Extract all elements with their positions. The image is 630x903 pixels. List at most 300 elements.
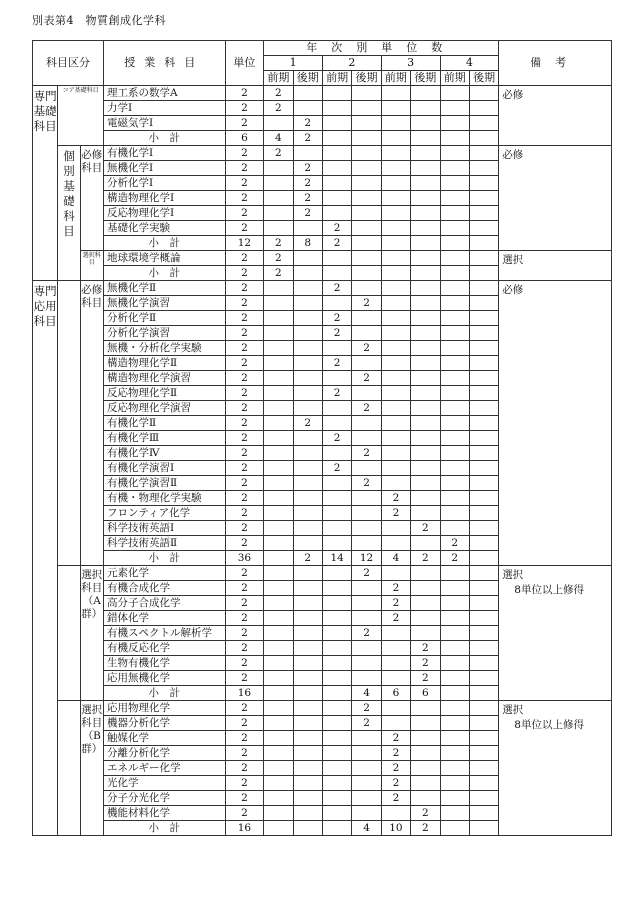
- semester-cell: [264, 386, 293, 401]
- credit-cell: 2: [225, 746, 264, 761]
- header-row: [33, 41, 612, 56]
- semester-cell: [469, 806, 498, 821]
- semester-cell: [322, 821, 351, 836]
- semester-cell: [469, 491, 498, 506]
- semester-cell: [381, 536, 410, 551]
- header-credits: 単位: [225, 41, 264, 86]
- semester-cell: [411, 101, 440, 116]
- semester-cell: 2: [352, 401, 381, 416]
- semester-cell: [440, 206, 469, 221]
- subject-name: 分離分析化学: [103, 746, 225, 761]
- semester-cell: [411, 596, 440, 611]
- remark-line: 選択: [502, 254, 524, 266]
- semester-cell: [352, 101, 381, 116]
- curriculum-table: [32, 40, 612, 836]
- header-semester: 後期: [293, 71, 322, 86]
- semester-cell: 2: [352, 626, 381, 641]
- semester-cell: [322, 176, 351, 191]
- semester-cell: [322, 206, 351, 221]
- semester-cell: [322, 296, 351, 311]
- semester-cell: [264, 791, 293, 806]
- semester-cell: [440, 416, 469, 431]
- semester-cell: [293, 266, 322, 281]
- semester-cell: [293, 806, 322, 821]
- subject-name: 有機化学演習Ⅰ: [103, 461, 225, 476]
- semester-cell: [352, 641, 381, 656]
- header-semester: 前期: [322, 71, 351, 86]
- semester-cell: [411, 431, 440, 446]
- subject-name: 機器分析化学: [103, 716, 225, 731]
- semester-cell: [264, 686, 293, 701]
- semester-cell: [381, 281, 410, 296]
- subtotal-label: 小 計: [103, 821, 225, 836]
- semester-cell: [411, 611, 440, 626]
- credit-cell: 2: [225, 521, 264, 536]
- credit-cell: 2: [225, 161, 264, 176]
- semester-cell: [381, 251, 410, 266]
- semester-cell: [469, 191, 498, 206]
- semester-cell: [411, 416, 440, 431]
- semester-cell: [469, 656, 498, 671]
- semester-cell: [440, 461, 469, 476]
- semester-cell: [322, 761, 351, 776]
- semester-cell: [411, 476, 440, 491]
- semester-cell: [411, 146, 440, 161]
- group-label: 必修科目: [80, 281, 103, 566]
- semester-cell: [264, 821, 293, 836]
- semester-cell: [411, 371, 440, 386]
- semester-cell: [381, 716, 410, 731]
- semester-cell: 2: [264, 146, 293, 161]
- semester-cell: [381, 641, 410, 656]
- semester-cell: 2: [293, 161, 322, 176]
- semester-cell: [322, 671, 351, 686]
- semester-cell: [440, 266, 469, 281]
- remark-cell: [499, 281, 612, 566]
- subject-name: 有機スペクトル解析学: [103, 626, 225, 641]
- semester-cell: [322, 266, 351, 281]
- remark-line: 必修: [502, 149, 524, 161]
- semester-cell: [293, 611, 322, 626]
- semester-cell: [264, 596, 293, 611]
- semester-cell: [469, 176, 498, 191]
- semester-cell: [322, 341, 351, 356]
- semester-cell: [381, 416, 410, 431]
- semester-cell: [293, 461, 322, 476]
- semester-cell: [293, 251, 322, 266]
- credit-cell: 2: [225, 461, 264, 476]
- subtotal-label: 小 計: [103, 551, 225, 566]
- semester-cell: [411, 401, 440, 416]
- semester-cell: [352, 236, 381, 251]
- semester-cell: [469, 326, 498, 341]
- semester-cell: [293, 86, 322, 101]
- semester-cell: [264, 746, 293, 761]
- semester-cell: 2: [352, 371, 381, 386]
- subject-name: 構造物理化学Ⅰ: [103, 191, 225, 206]
- semester-cell: 2: [411, 551, 440, 566]
- semester-cell: [440, 446, 469, 461]
- semester-cell: [293, 671, 322, 686]
- semester-cell: [322, 806, 351, 821]
- semester-cell: [440, 101, 469, 116]
- semester-cell: 2: [322, 386, 351, 401]
- semester-cell: [469, 236, 498, 251]
- semester-cell: 4: [352, 686, 381, 701]
- semester-cell: [293, 596, 322, 611]
- credit-cell: 2: [225, 701, 264, 716]
- semester-cell: [264, 461, 293, 476]
- semester-cell: [440, 431, 469, 446]
- semester-cell: [469, 431, 498, 446]
- semester-cell: [411, 626, 440, 641]
- semester-cell: 2: [381, 581, 410, 596]
- credit-cell: 2: [225, 716, 264, 731]
- credit-cell: 2: [225, 416, 264, 431]
- credit-cell: 12: [225, 236, 264, 251]
- semester-cell: [469, 551, 498, 566]
- subtotal-label: 小 計: [103, 266, 225, 281]
- semester-cell: [293, 791, 322, 806]
- semester-cell: [469, 116, 498, 131]
- semester-cell: [293, 821, 322, 836]
- semester-cell: [293, 446, 322, 461]
- semester-cell: [411, 236, 440, 251]
- subject-name: 応用物理化学: [103, 701, 225, 716]
- header-semester: 前期: [264, 71, 293, 86]
- semester-cell: [440, 626, 469, 641]
- semester-cell: [469, 596, 498, 611]
- semester-cell: [352, 416, 381, 431]
- semester-cell: [411, 86, 440, 101]
- semester-cell: [352, 746, 381, 761]
- semester-cell: 2: [322, 221, 351, 236]
- semester-cell: [322, 656, 351, 671]
- credit-cell: 2: [225, 341, 264, 356]
- semester-cell: [411, 746, 440, 761]
- semester-cell: [322, 566, 351, 581]
- subject-name: 分析化学Ⅱ: [103, 311, 225, 326]
- semester-cell: [264, 191, 293, 206]
- subject-name: 錯体化学: [103, 611, 225, 626]
- semester-cell: [469, 536, 498, 551]
- semester-cell: [381, 146, 410, 161]
- semester-cell: [411, 296, 440, 311]
- semester-cell: [352, 386, 381, 401]
- semester-cell: 2: [293, 416, 322, 431]
- semester-cell: [322, 506, 351, 521]
- semester-cell: 2: [381, 506, 410, 521]
- semester-cell: 2: [411, 671, 440, 686]
- semester-cell: [469, 221, 498, 236]
- semester-cell: [293, 386, 322, 401]
- semester-cell: [264, 206, 293, 221]
- semester-cell: [381, 296, 410, 311]
- semester-cell: [440, 566, 469, 581]
- header-year: 1: [264, 56, 323, 71]
- semester-cell: [411, 281, 440, 296]
- semester-cell: [293, 776, 322, 791]
- semester-cell: [440, 86, 469, 101]
- semester-cell: [411, 266, 440, 281]
- credit-cell: 2: [225, 101, 264, 116]
- semester-cell: [293, 296, 322, 311]
- semester-cell: [381, 191, 410, 206]
- semester-cell: [264, 491, 293, 506]
- semester-cell: [469, 506, 498, 521]
- credit-cell: 2: [225, 566, 264, 581]
- semester-cell: 2: [381, 596, 410, 611]
- semester-cell: 2: [352, 296, 381, 311]
- subtotal-label: 小 計: [103, 236, 225, 251]
- semester-cell: [381, 341, 410, 356]
- semester-cell: [440, 701, 469, 716]
- header-semester: 前期: [440, 71, 469, 86]
- semester-cell: [381, 131, 410, 146]
- semester-cell: [352, 731, 381, 746]
- semester-cell: 2: [293, 191, 322, 206]
- semester-cell: [381, 701, 410, 716]
- semester-cell: 2: [352, 476, 381, 491]
- semester-cell: [381, 521, 410, 536]
- credit-cell: 2: [225, 386, 264, 401]
- semester-cell: [411, 446, 440, 461]
- semester-cell: [322, 491, 351, 506]
- semester-cell: [322, 791, 351, 806]
- subject-name: 元素化学: [103, 566, 225, 581]
- semester-cell: [411, 356, 440, 371]
- semester-cell: [381, 221, 410, 236]
- semester-cell: [440, 716, 469, 731]
- semester-cell: [322, 746, 351, 761]
- course-row: [33, 146, 612, 161]
- subject-name: 構造物理化学Ⅱ: [103, 356, 225, 371]
- semester-cell: [381, 626, 410, 641]
- semester-cell: [264, 401, 293, 416]
- subject-name: 有機反応化学: [103, 641, 225, 656]
- semester-cell: [264, 626, 293, 641]
- header-year-group: 年次別単位数: [264, 41, 499, 56]
- credit-cell: 2: [225, 476, 264, 491]
- credit-cell: 2: [225, 761, 264, 776]
- semester-cell: 14: [322, 551, 351, 566]
- semester-cell: [469, 686, 498, 701]
- semester-cell: [469, 671, 498, 686]
- semester-cell: [469, 266, 498, 281]
- semester-cell: [264, 476, 293, 491]
- credit-cell: 2: [225, 371, 264, 386]
- remark-cell: [499, 251, 612, 281]
- semester-cell: 2: [264, 266, 293, 281]
- semester-cell: [322, 416, 351, 431]
- subject-name: 分析化学Ⅰ: [103, 176, 225, 191]
- credit-cell: 2: [225, 326, 264, 341]
- semester-cell: [293, 686, 322, 701]
- semester-cell: [352, 356, 381, 371]
- course-row: [33, 701, 612, 716]
- semester-cell: [352, 131, 381, 146]
- semester-cell: [469, 356, 498, 371]
- credit-cell: 6: [225, 131, 264, 146]
- semester-cell: [411, 326, 440, 341]
- subject-name: 無機・分析化学実験: [103, 341, 225, 356]
- semester-cell: [469, 521, 498, 536]
- semester-cell: [469, 641, 498, 656]
- document-caption: 別表第4 物質創成化学科: [32, 14, 166, 27]
- semester-cell: [352, 251, 381, 266]
- semester-cell: [469, 581, 498, 596]
- semester-cell: [381, 656, 410, 671]
- semester-cell: 4: [264, 131, 293, 146]
- semester-cell: [469, 731, 498, 746]
- semester-cell: [293, 281, 322, 296]
- semester-cell: [381, 476, 410, 491]
- category-level1: 専門応用科目: [33, 281, 58, 836]
- semester-cell: 2: [293, 131, 322, 146]
- course-row: [33, 281, 612, 296]
- semester-cell: [411, 131, 440, 146]
- semester-cell: [293, 101, 322, 116]
- subject-name: 無機化学Ⅰ: [103, 161, 225, 176]
- semester-cell: 2: [293, 551, 322, 566]
- semester-cell: [322, 101, 351, 116]
- semester-cell: [469, 446, 498, 461]
- semester-cell: [411, 116, 440, 131]
- semester-cell: 2: [322, 326, 351, 341]
- semester-cell: [469, 566, 498, 581]
- semester-cell: [469, 611, 498, 626]
- credit-cell: 2: [225, 281, 264, 296]
- semester-cell: [352, 596, 381, 611]
- semester-cell: [440, 341, 469, 356]
- semester-cell: [352, 491, 381, 506]
- semester-cell: [440, 401, 469, 416]
- semester-cell: [440, 521, 469, 536]
- credit-cell: 2: [225, 596, 264, 611]
- category-level2: 個別基礎科目: [58, 146, 80, 281]
- credit-cell: 2: [225, 116, 264, 131]
- credit-cell: 2: [225, 806, 264, 821]
- semester-cell: [352, 311, 381, 326]
- credit-cell: 2: [225, 206, 264, 221]
- semester-cell: [352, 266, 381, 281]
- credit-cell: 2: [225, 266, 264, 281]
- semester-cell: [381, 401, 410, 416]
- semester-cell: [322, 686, 351, 701]
- semester-cell: [381, 86, 410, 101]
- semester-cell: [352, 326, 381, 341]
- subject-name: 反応物理化学演習: [103, 401, 225, 416]
- credit-cell: 2: [225, 731, 264, 746]
- semester-cell: [381, 266, 410, 281]
- semester-cell: [293, 326, 322, 341]
- subject-name: 電磁気学Ⅰ: [103, 116, 225, 131]
- semester-cell: [440, 296, 469, 311]
- semester-cell: [293, 311, 322, 326]
- semester-cell: [264, 416, 293, 431]
- header-year: 4: [440, 56, 499, 71]
- semester-cell: [469, 146, 498, 161]
- semester-cell: 8: [293, 236, 322, 251]
- semester-cell: [440, 251, 469, 266]
- remark-cell: [499, 701, 612, 836]
- semester-cell: [469, 746, 498, 761]
- semester-cell: [264, 731, 293, 746]
- credit-cell: 2: [225, 221, 264, 236]
- semester-cell: [352, 521, 381, 536]
- subject-name: エネルギー化学: [103, 761, 225, 776]
- semester-cell: [469, 401, 498, 416]
- credit-cell: 2: [225, 581, 264, 596]
- header-semester: 後期: [469, 71, 498, 86]
- semester-cell: [440, 761, 469, 776]
- semester-cell: 2: [264, 86, 293, 101]
- semester-cell: [440, 776, 469, 791]
- semester-cell: [381, 161, 410, 176]
- semester-cell: 2: [293, 176, 322, 191]
- header-year: 3: [381, 56, 440, 71]
- semester-cell: [322, 626, 351, 641]
- semester-cell: [264, 296, 293, 311]
- subject-name: 有機化学Ⅲ: [103, 431, 225, 446]
- semester-cell: [440, 161, 469, 176]
- semester-cell: [411, 491, 440, 506]
- semester-cell: [411, 191, 440, 206]
- subject-name: 光化学: [103, 776, 225, 791]
- semester-cell: [411, 581, 440, 596]
- semester-cell: [264, 551, 293, 566]
- semester-cell: [322, 191, 351, 206]
- semester-cell: [264, 521, 293, 536]
- credit-cell: 2: [225, 356, 264, 371]
- semester-cell: [322, 716, 351, 731]
- semester-cell: [322, 446, 351, 461]
- semester-cell: [469, 701, 498, 716]
- subject-name: 高分子合成化学: [103, 596, 225, 611]
- semester-cell: [322, 521, 351, 536]
- semester-cell: 2: [381, 761, 410, 776]
- semester-cell: [411, 791, 440, 806]
- credit-cell: 2: [225, 506, 264, 521]
- credit-cell: 2: [225, 641, 264, 656]
- semester-cell: [411, 776, 440, 791]
- semester-cell: [411, 206, 440, 221]
- semester-cell: [352, 761, 381, 776]
- semester-cell: [352, 611, 381, 626]
- credit-cell: 2: [225, 86, 264, 101]
- remark-line: 必修: [502, 89, 524, 101]
- group-label: 選択科目（B群）: [80, 701, 103, 836]
- remark-cell: [499, 86, 612, 146]
- semester-cell: [469, 86, 498, 101]
- category-level1: 専門基礎科目: [33, 86, 58, 281]
- semester-cell: [264, 701, 293, 716]
- semester-cell: [381, 356, 410, 371]
- semester-cell: 2: [352, 701, 381, 716]
- credit-cell: 2: [225, 296, 264, 311]
- credit-cell: 2: [225, 671, 264, 686]
- semester-cell: [469, 206, 498, 221]
- semester-cell: 2: [381, 791, 410, 806]
- semester-cell: [322, 731, 351, 746]
- semester-cell: [469, 791, 498, 806]
- subject-name: 構造物理化学演習: [103, 371, 225, 386]
- semester-cell: [293, 146, 322, 161]
- subtotal-label: 小 計: [103, 686, 225, 701]
- semester-cell: [293, 566, 322, 581]
- semester-cell: [469, 311, 498, 326]
- semester-cell: [440, 221, 469, 236]
